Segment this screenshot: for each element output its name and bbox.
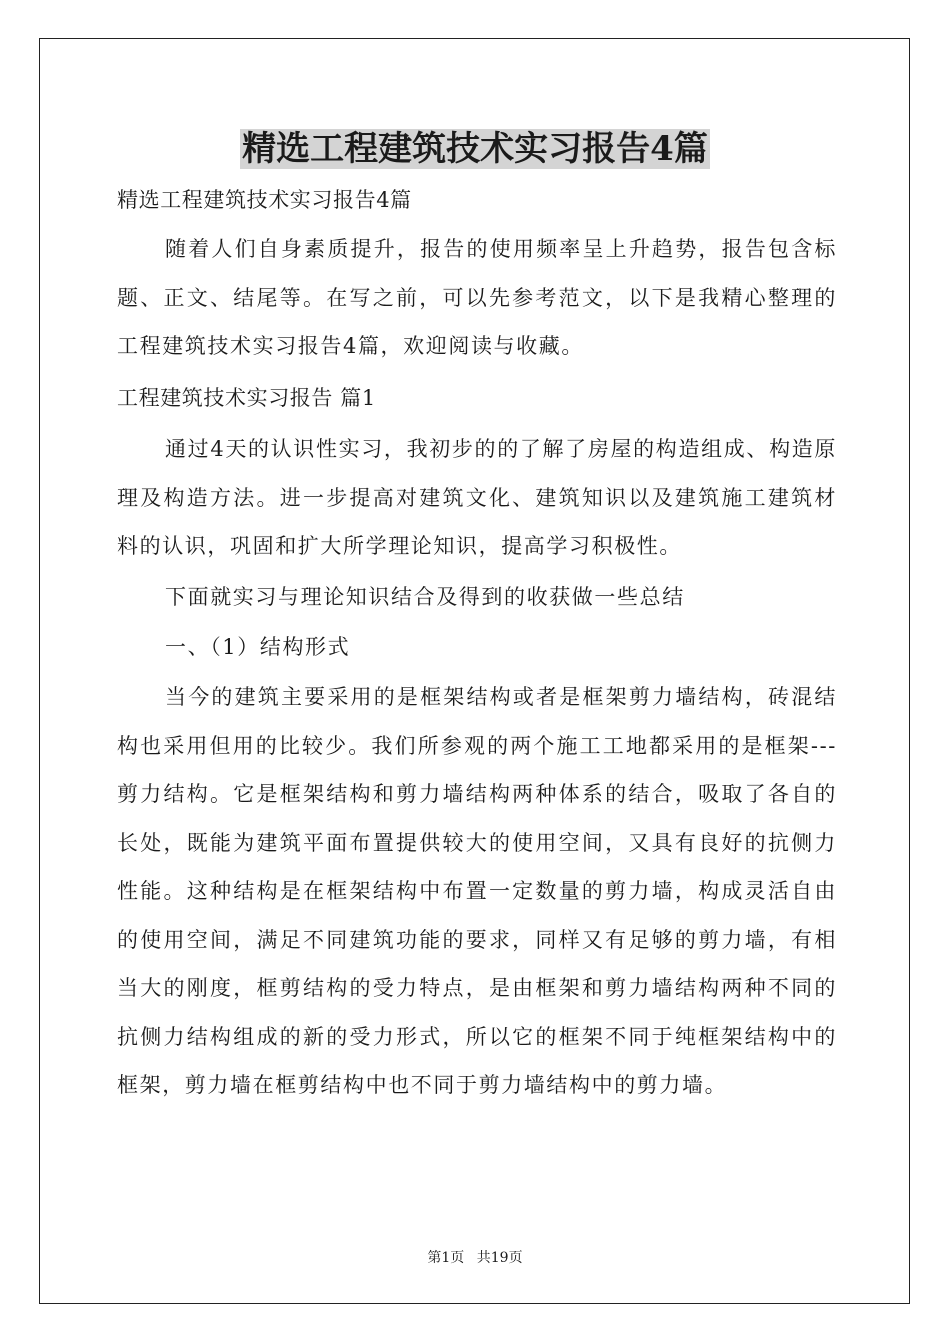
- page-total: 共19页: [476, 1250, 523, 1266]
- page-number: 第1页: [427, 1250, 465, 1266]
- paragraph-4: 当今的建筑主要采用的是框架结构或者是框架剪力墙结构，砖混结构也采用但用的比较少。我们所参观的两个施工工地都采用的是框架---剪力结构。它是框架结构和剪力墙结构两种体系的结合，吸取了各自的长处，既能为建筑平面布置提供较大的使用空间，又具有良好的抗侧力性能。这种结构是在框架结构中布置一定数量的剪力墙，构成灵活自由的使用空间，满足不同建筑功能的要求，同样又有足够的剪力墙，有相当大的刚度，框剪结构的受力特点，是由框架和剪力墙结构两种不同的抗侧力结构组成的新的受力形式，所以它的框架不同于纯框架结构中的框架，剪力墙在框剪结构中也不同于剪力墙结构中的剪力墙。: [117, 685, 837, 1097]
- document-subtitle: 精选工程建筑技术实习报告4篇: [117, 188, 412, 212]
- document-title-text: 精选工程建筑技术实习报告4篇: [242, 129, 708, 169]
- intro-paragraph: 随着人们自身素质提升，报告的使用频率呈上升趋势，报告包含标题、正文、结尾等。在写之前，可以先参考范文，以下是我精心整理的工程建筑技术实习报告4篇，欢迎阅读与收藏。: [117, 237, 837, 358]
- paragraph-3: 一、（1）结构形式: [165, 635, 351, 659]
- paragraph-2: 下面就实习与理论知识结合及得到的收获做一些总结: [165, 585, 685, 609]
- section-heading: 工程建筑技术实习报告 篇1: [117, 386, 376, 410]
- document-title: [0, 124, 950, 174]
- page-footer: [0, 1248, 950, 1268]
- paragraph-1: 通过4天的认识性实习，我初步的的了解了房屋的构造组成、构造原理及构造方法。进一步提高对建筑文化、建筑知识以及建筑施工建筑材料的认识，巩固和扩大所学理论知识，提高学习积极性。: [117, 437, 837, 558]
